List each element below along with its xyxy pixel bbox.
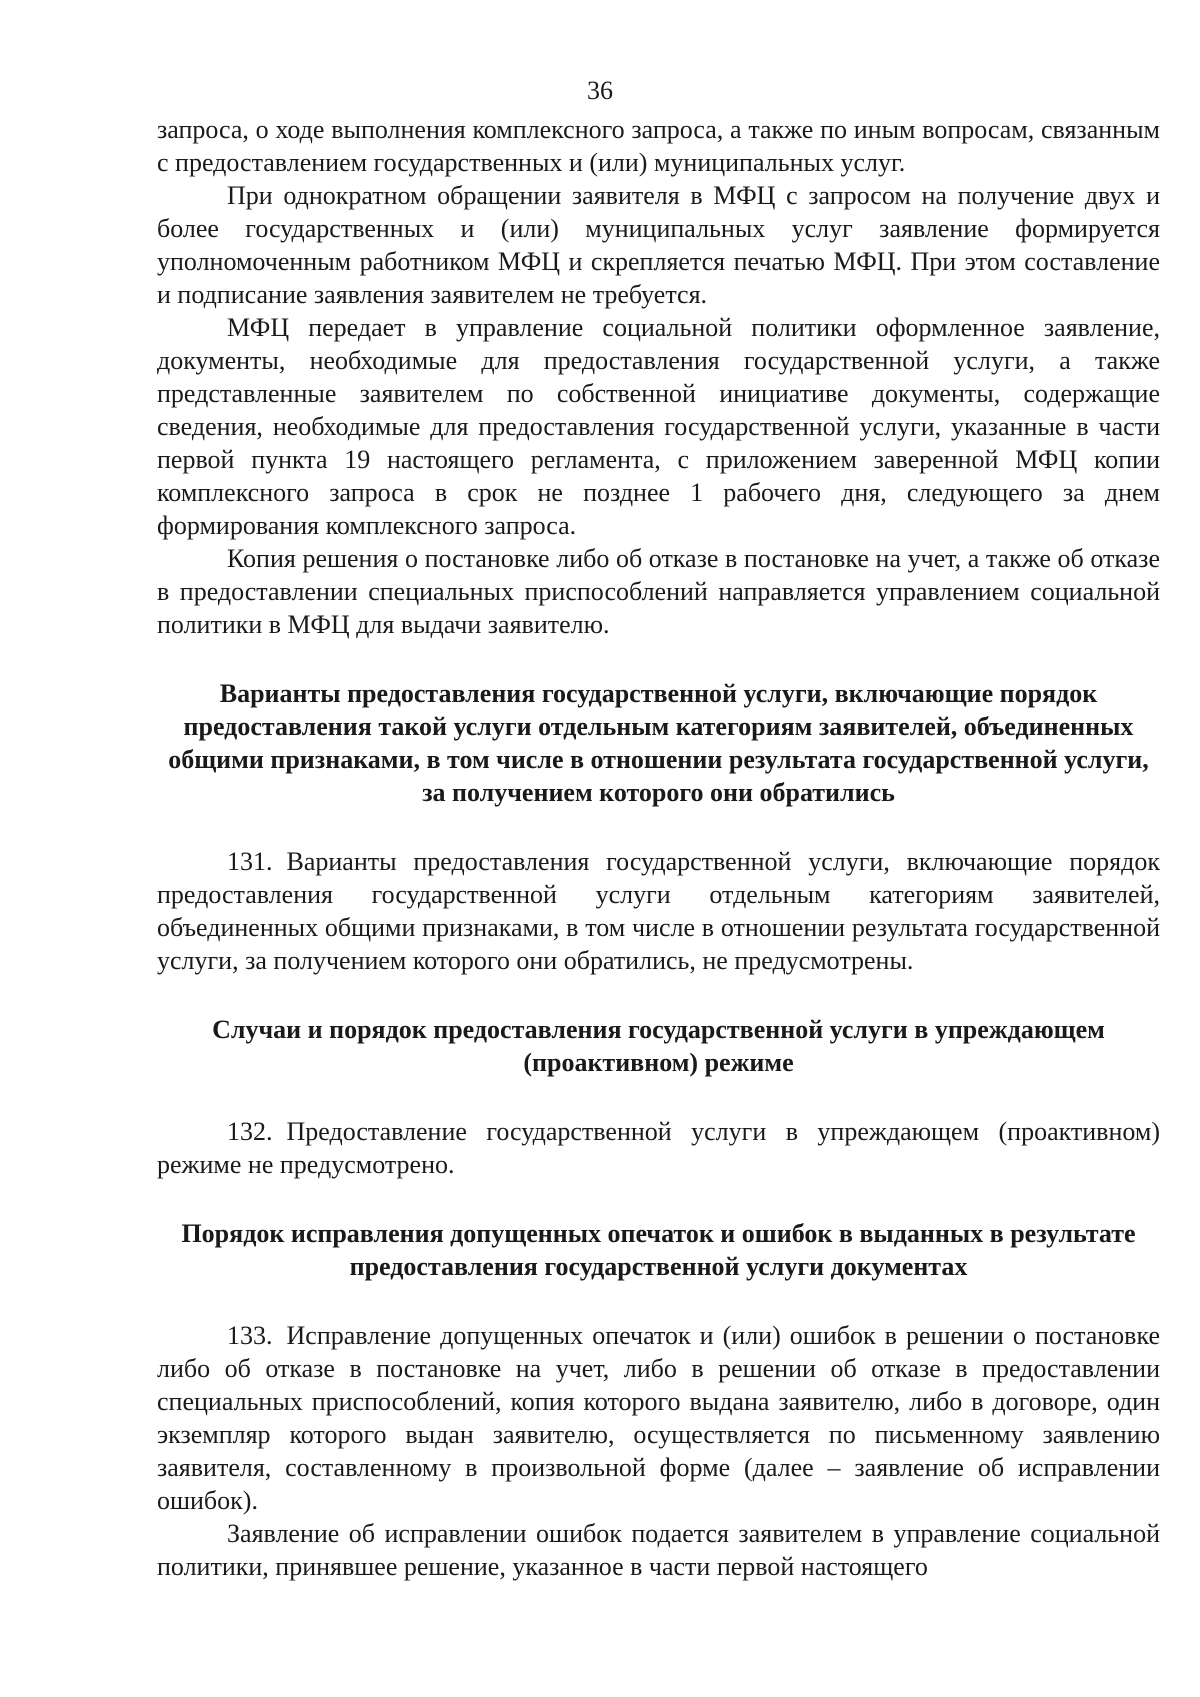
paragraph: МФЦ передает в управление социальной политики оформленное заявление, документы, необходимые для предоставления государственной услуги, а также представленные заявителем по собственной инициативе документы, содержащие сведения, необходимые для предоставления государственной услуги, указанные в части первой пункта 19 настоящего регламента, с приложением заверенной МФЦ копии комплексного запроса в срок не позднее 1 рабочего дня, следующего за днем формирования комплексного запроса. xyxy=(157,313,1160,540)
paragraph-number: 133. xyxy=(227,1321,273,1350)
numbered-paragraph xyxy=(157,845,1160,977)
section-heading: Случаи и порядок предоставления государственной услуги в упреждающем (проактивном) режиме xyxy=(212,1015,1105,1077)
paragraph-number: 131. xyxy=(227,847,273,876)
spacer xyxy=(157,1283,1160,1319)
paragraph: Заявление об исправлении ошибок подается заявителем в управление социальной политики, принявшее решение, указанное в части первой настоящего xyxy=(157,1519,1160,1581)
paragraph-text: Предоставление государственной услуги в упреждающем (проактивном) режиме не предусмотрено. xyxy=(157,1117,1160,1179)
spacer xyxy=(157,1181,1160,1217)
paragraph: запроса, о ходе выполнения комплексного запроса, а также по иным вопросам, связанным с предоставлением государственных и (или) муниципальных услуг. xyxy=(157,115,1160,177)
page-number: 36 xyxy=(587,76,613,105)
spacer xyxy=(157,641,1160,677)
paragraph: Копия решения о постановке либо об отказе в постановке на учет, а также об отказе в предоставлении специальных приспособлений направляется управлением социальной политики в МФЦ для выдачи заявителю. xyxy=(157,544,1160,639)
spacer xyxy=(157,1079,1160,1115)
paragraph-text: Варианты предоставления государственной услуги, включающие порядок предоставления государственной услуги отдельным категориям заявителей, объединенных общими признаками, в том числе в отношении результата государственной услуги, за получением которого они обратились, не предусмотрены. xyxy=(157,847,1160,975)
paragraph-number: 132. xyxy=(227,1117,273,1146)
numbered-paragraph xyxy=(157,1115,1160,1181)
paragraph: При однократном обращении заявителя в МФЦ с запросом на получение двух и более государственных и (или) муниципальных услуг заявление формируется уполномоченным работником МФЦ и скрепляется печатью МФЦ. При этом составление и подписание заявления заявителем не требуется. xyxy=(157,181,1160,309)
section-heading: Варианты предоставления государственной услуги, включающие порядок предоставления такой услуги отдельным категориям заявителей, объединенных общими признаками, в том числе в отношении результата государственной услуги, за получением которого они обратились xyxy=(168,679,1149,807)
numbered-paragraph xyxy=(157,1319,1160,1517)
section-heading: Порядок исправления допущенных опечаток и ошибок в выданных в результате предоставления государственной услуги документах xyxy=(181,1219,1136,1281)
spacer xyxy=(157,809,1160,845)
paragraph-text: Исправление допущенных опечаток и (или) ошибок в решении о постановке либо об отказе в постановке на учет, либо в решении об отказе в предоставлении специальных приспособлений, копия которого выдана заявителю, либо в договоре, один экземпляр которого выдан заявителю, осуществляется по письменному заявлению заявителя, составленному в произвольной форме (далее – заявление об исправлении ошибок). xyxy=(157,1321,1160,1515)
spacer xyxy=(157,977,1160,1013)
document-body xyxy=(157,113,1160,1583)
